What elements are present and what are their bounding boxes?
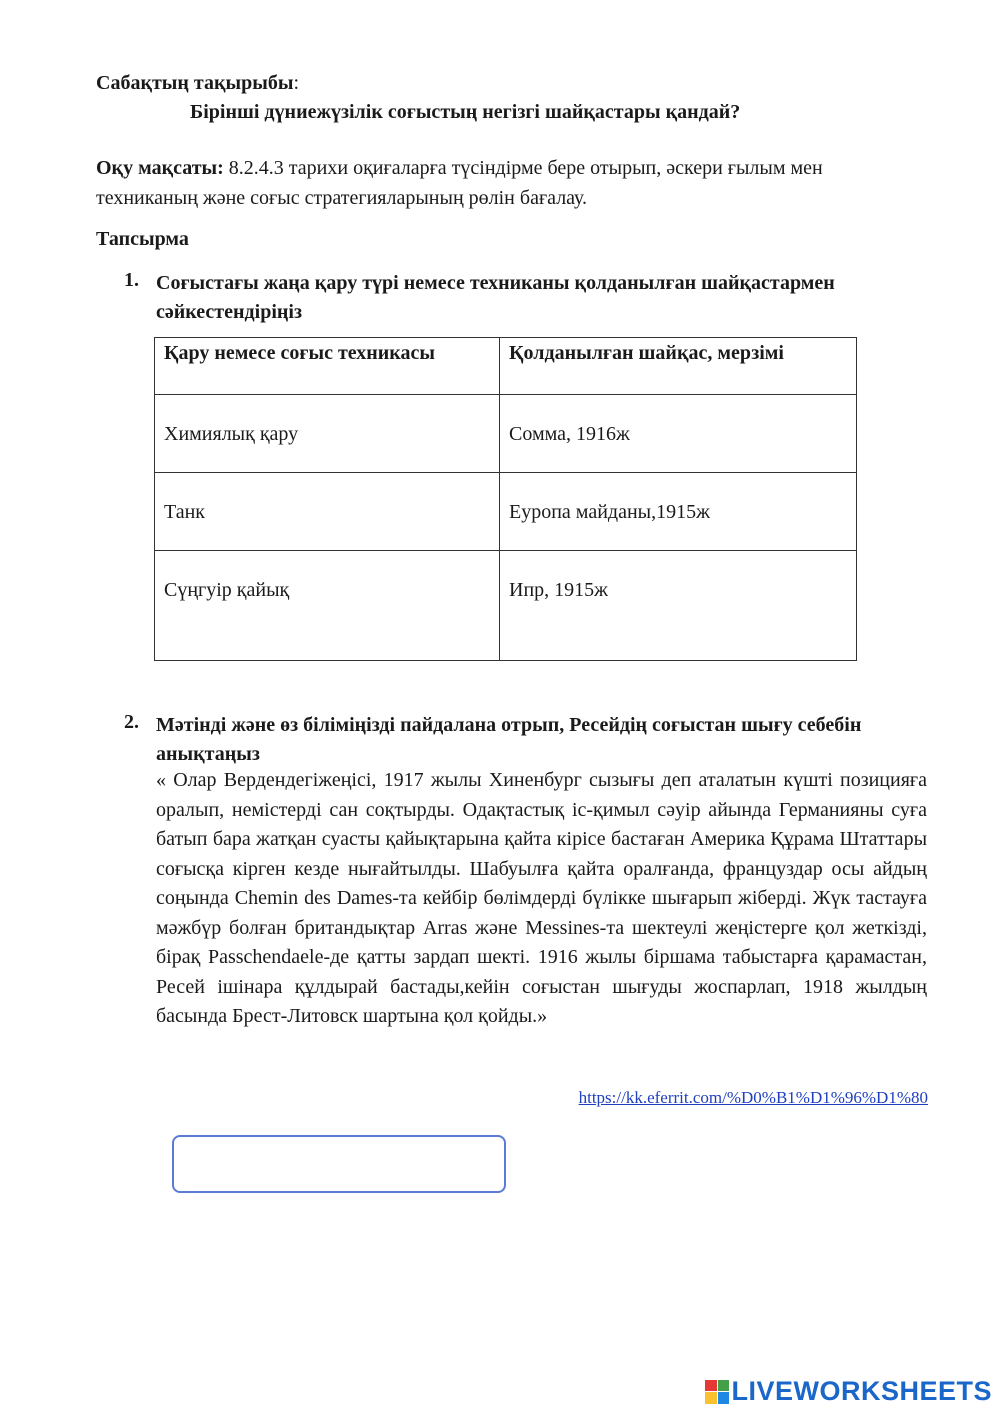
table-cell-weapon[interactable]: Сүңгуір қайық (155, 551, 500, 661)
table-cell-weapon[interactable]: Танк (155, 473, 500, 551)
table-row (155, 551, 857, 661)
table-header-battle: Қолданылған шайқас, мерзімі (500, 338, 857, 395)
table-cell-battle[interactable]: Еуропа майданы,1915ж (500, 473, 857, 551)
table-cell-weapon[interactable]: Химиялық қару (155, 395, 500, 473)
learning-goal (96, 153, 916, 213)
source-link[interactable]: https://kk.eferrit.com/%D0%B1%D1%96%D1%80 (578, 1088, 928, 1107)
table-cell-battle[interactable]: Сомма, 1916ж (500, 395, 857, 473)
question-1-number: 1. (124, 269, 139, 291)
answer-input[interactable] (172, 1135, 506, 1193)
lesson-title: Бірінші дүниежүзілік соғыстың негізгі шайқастары қандай? (190, 101, 741, 123)
table-row (155, 473, 857, 551)
goal-text: 8.2.4.3 тарихи оқиғаларға түсіндірме бере отырып, әскери ғылым мен техниканың және соғыс стратегияларының рөлін бағалау. (96, 157, 823, 209)
goal-label: Оқу мақсаты: (96, 157, 224, 179)
matching-table (154, 337, 857, 661)
table-header-weapon: Қару немесе соғыс техникасы (155, 338, 500, 395)
table-header-row (155, 338, 857, 395)
liveworksheets-brand (705, 1376, 992, 1407)
table-cell-battle[interactable]: Ипр, 1915ж (500, 551, 857, 661)
question-2-number: 2. (124, 711, 139, 733)
table-row (155, 395, 857, 473)
question-2-text: Мәтінді және өз біліміңізді пайдалана отрып, Ресейдің соғыстан шығу себебін анықтаңыз (156, 714, 862, 765)
topic-heading (96, 72, 299, 95)
topic-colon: : (293, 72, 300, 94)
source-passage: « Олар Вердендегіжеңісі, 1917 жылы Хиненбург сызығы деп аталатын күшті позицияға оралып, немістерді сан соқтырды. Одақтастық іс-қимыл сәуір айында Германияны суға батып бара жатқан суасты қайықтарына қайта кірісе бастаған Америка Құрама Штаттары соғысқа кірген кезде нығайтылды. Шабуылға қайта оралғанда, француздар осы айдың соңында Chemin des Dames-та кейбір бөлімдерді бүлікке шығарып жіберді. Жүк тастауға мәжбүр болған британдықтар Arras және Messines-та шектеулі жеңістерге қол жеткізді, бірақ Passchendaele-де қатты зардап шекті. 1916 жылы біршама табыстарға қарамастан, Ресей ішінара құлдырай бастады,кейін соғыстан шығуды жоспарлап, 1918 жылдың басында Брест-Литовск шартына қол қойды.» (156, 769, 927, 1027)
topic-label: Сабақтың тақырыбы (96, 72, 294, 94)
liveworksheets-logo-icon (705, 1380, 729, 1404)
question-1-text: Соғыстағы жаңа қару түрі немесе техниканы қолданылған шайқастармен сәйкестендіріңіз (156, 272, 835, 323)
brand-text: LIVEWORKSHEETS (731, 1376, 992, 1406)
task-heading: Тапсырма (96, 228, 189, 250)
